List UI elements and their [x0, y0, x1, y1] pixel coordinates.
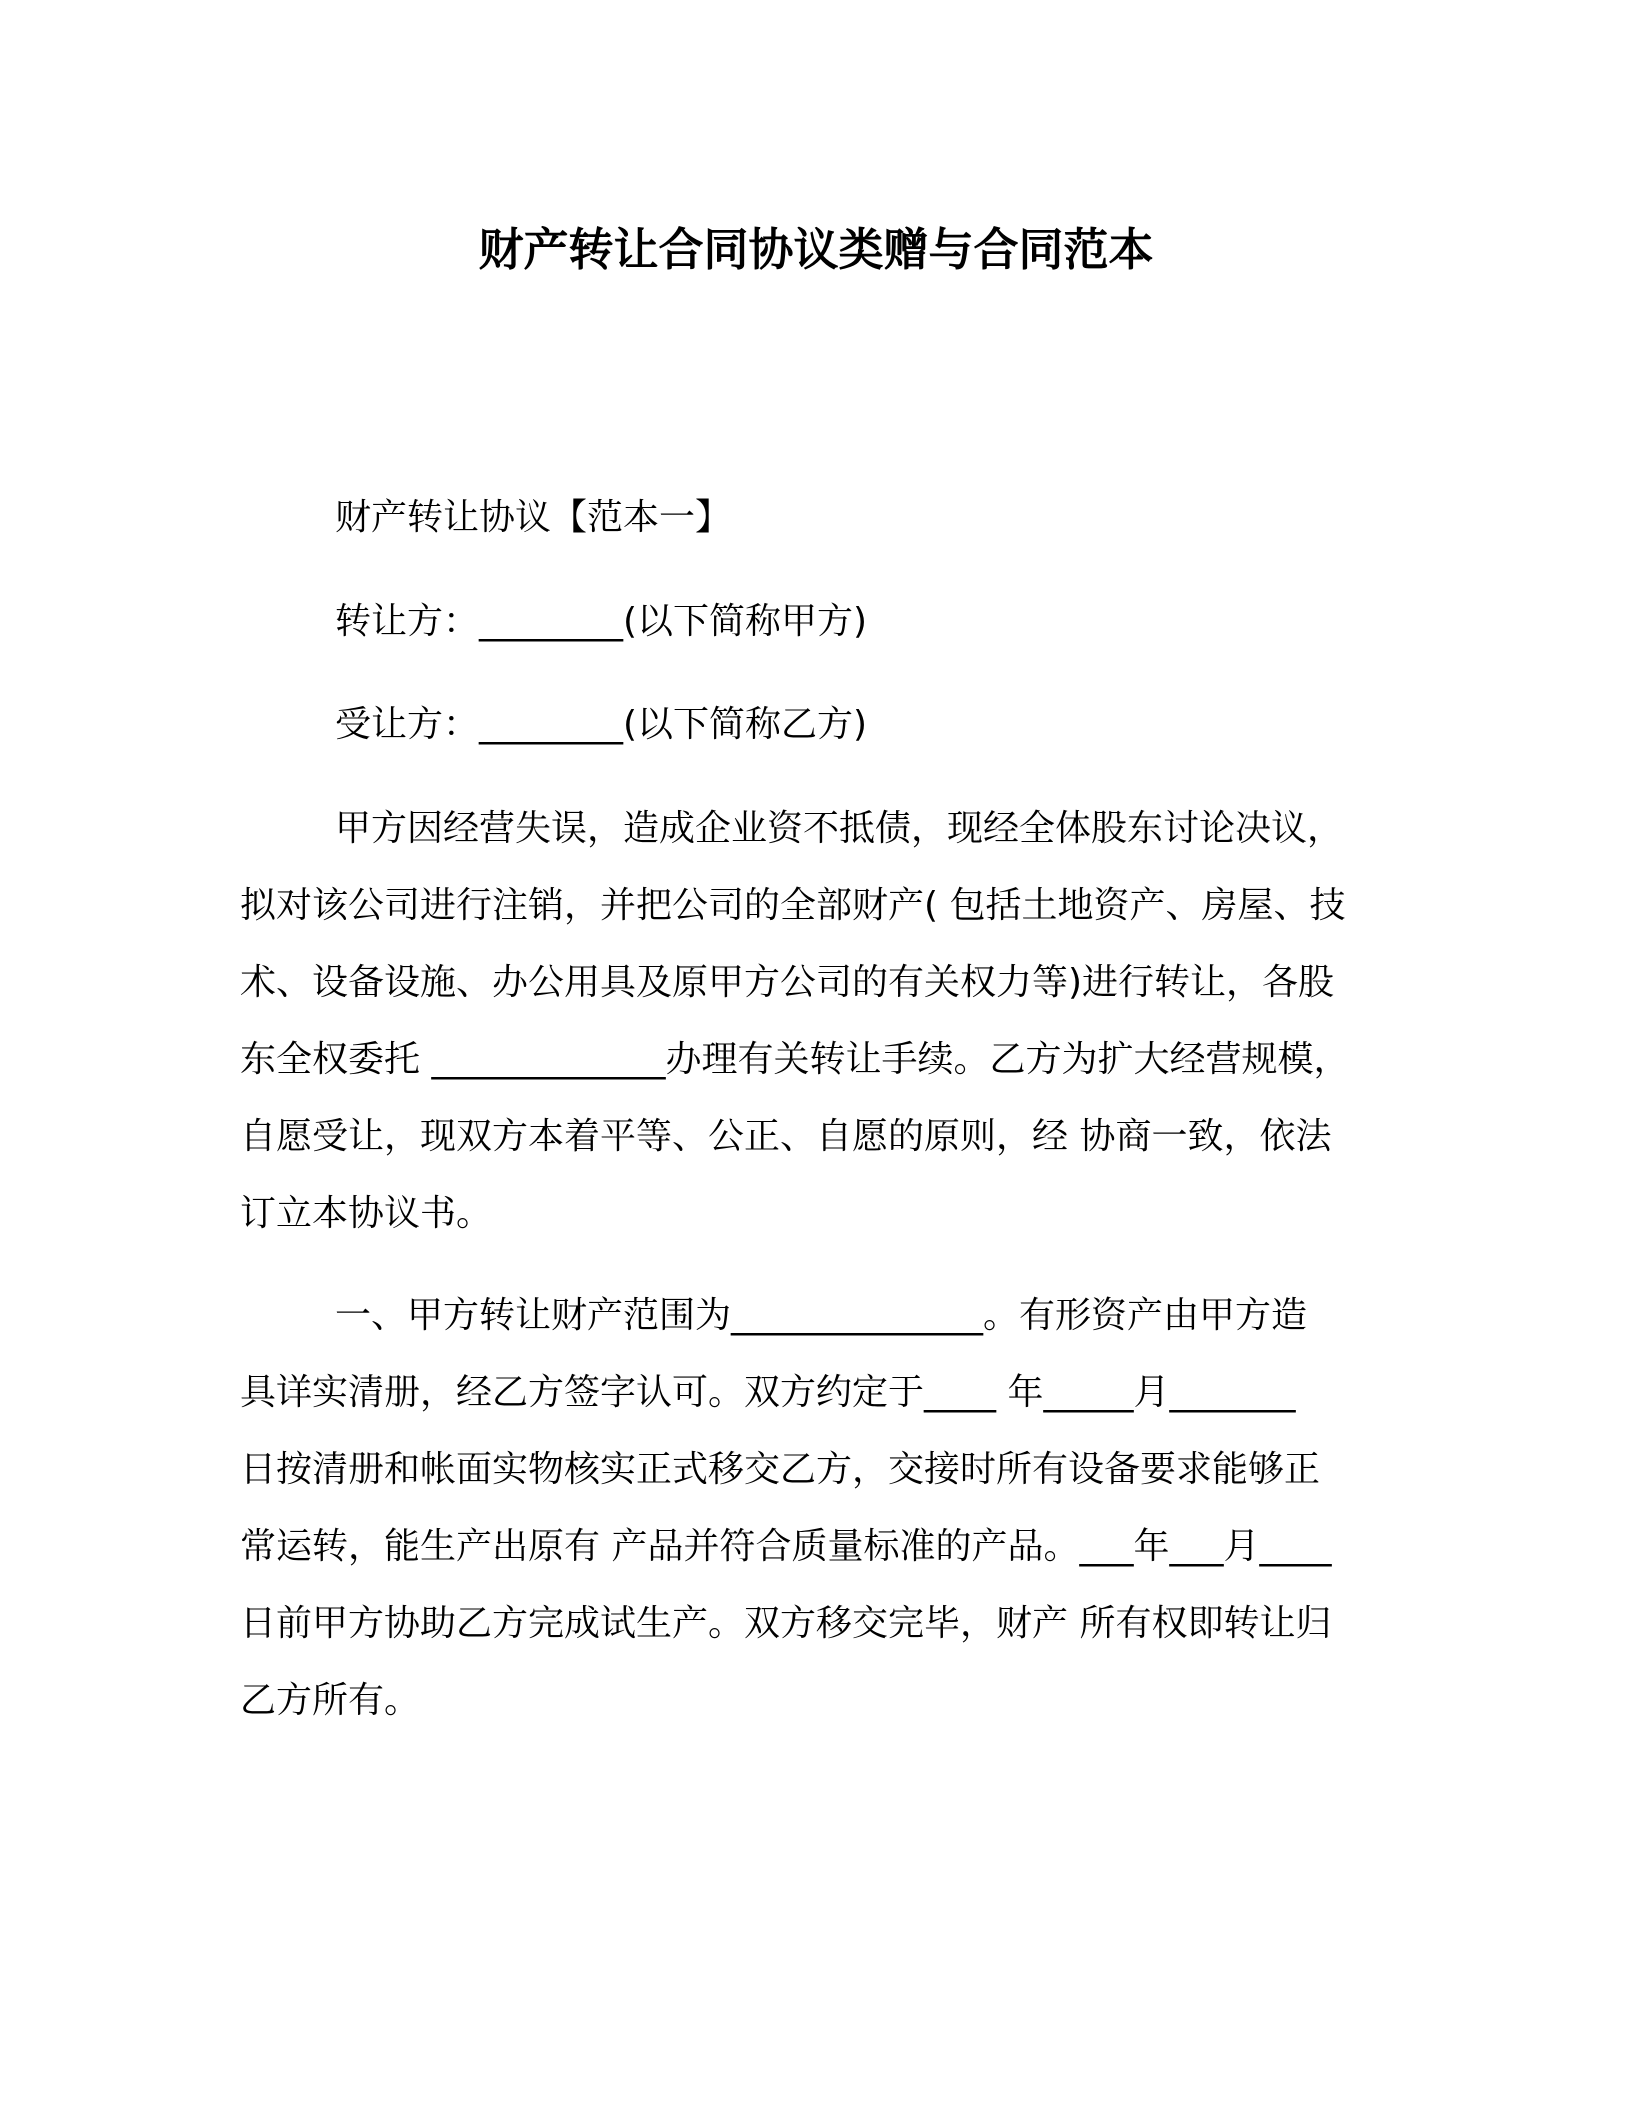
clause-one-line: 一、甲方转让财产范围为______________。有形资产由甲方造 — [335, 1295, 1308, 1336]
paragraph-line: 拟对该公司进行注销，并把公司的全部财产( 包括土地资产、房屋、技 — [240, 885, 1346, 926]
document-title: 财产转让合同协议类赠与合同范本 — [478, 223, 1154, 276]
paragraph-line: 自愿受让，现双方本着平等、公正、自愿的原则，经 协商一致，依法 — [240, 1116, 1332, 1157]
clause-one-line: 具详实清册，经乙方签字认可。双方约定于____ 年_____月_______ — [240, 1372, 1296, 1413]
agreement-heading: 财产转让协议【范本一】 — [335, 497, 732, 538]
clause-one-line: 乙方所有。 — [240, 1680, 421, 1721]
paragraph-line: 订立本协议书。 — [240, 1193, 493, 1234]
clause-one-line: 日按清册和帐面实物核实正式移交乙方，交接时所有设备要求能够正 — [240, 1449, 1321, 1490]
transferee-line: 受让方：________(以下简称乙方) — [335, 704, 868, 745]
transferor-line: 转让方：________(以下简称甲方) — [335, 601, 868, 642]
clause-one-line: 常运转，能生产出原有 产品并符合质量标准的产品。___年___月____ — [240, 1526, 1332, 1567]
paragraph-line: 东全权委托 _____________办理有关转让手续。乙方为扩大经营规模， — [240, 1039, 1350, 1080]
clause-one-line: 日前甲方协助乙方完成试生产。双方移交完毕，财产 所有权即转让归 — [240, 1603, 1332, 1644]
paragraph-line: 术、设备设施、办公用具及原甲方公司的有关权力等)进行转让，各股 — [240, 962, 1335, 1003]
paragraph-line: 甲方因经营失误，造成企业资不抵债，现经全体股东讨论决议， — [335, 808, 1344, 849]
